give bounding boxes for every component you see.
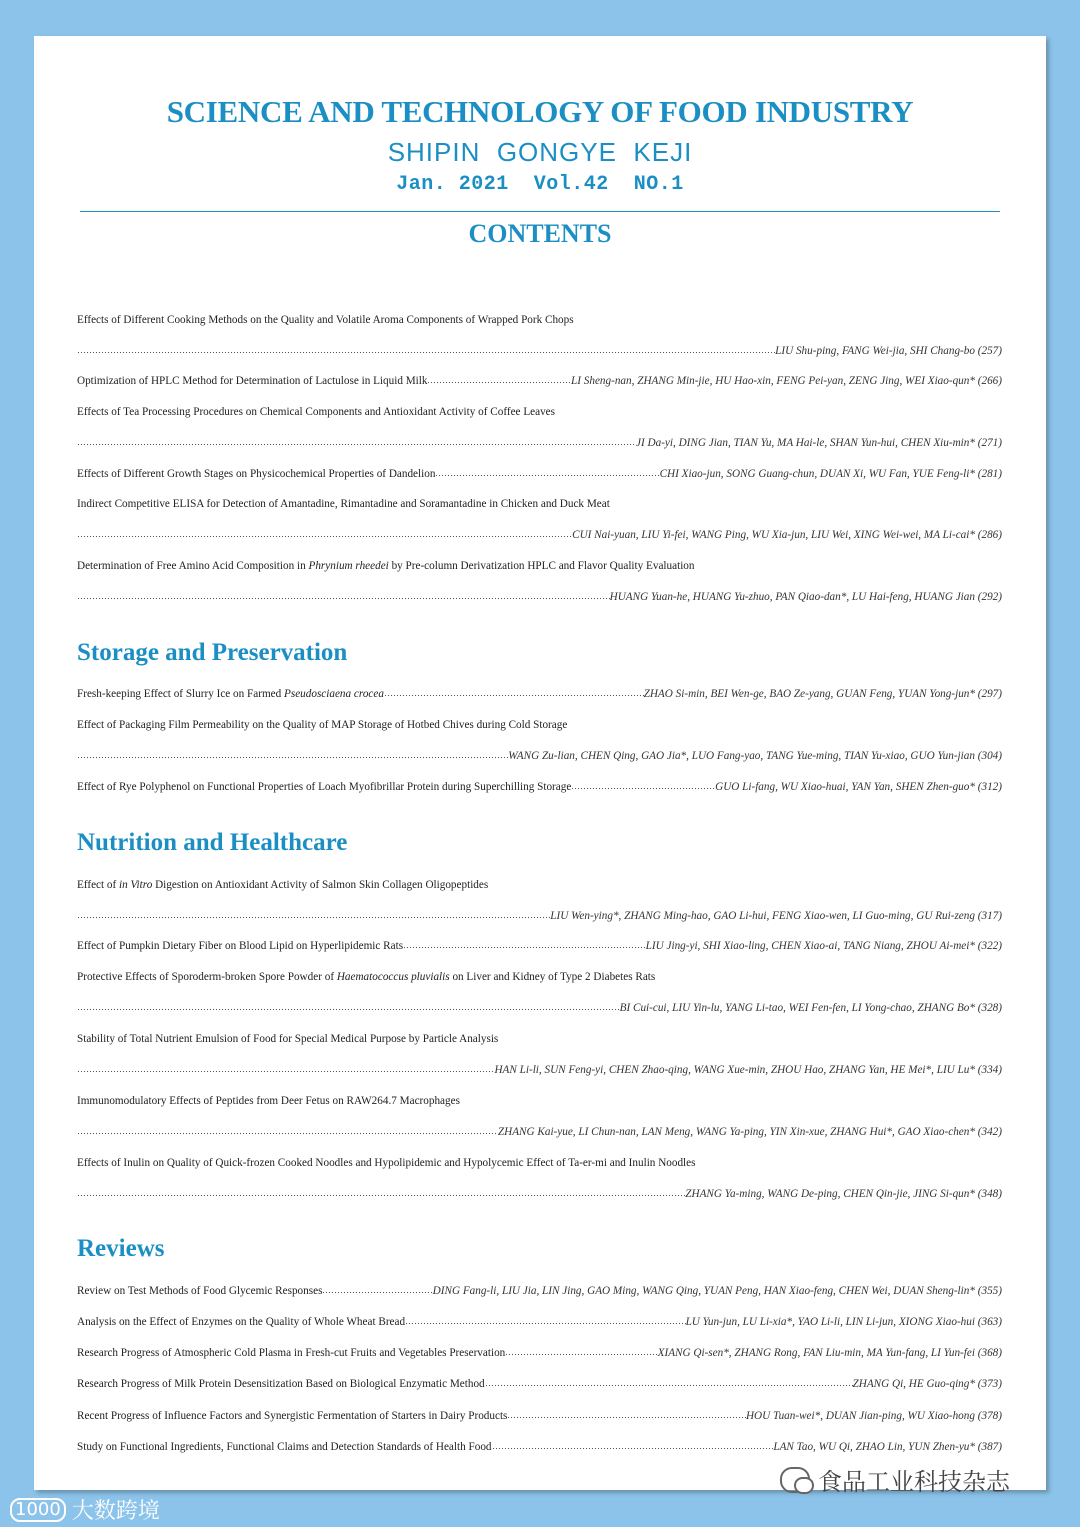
entry-title: Effects of Tea Processing Procedures on Chemical Components and Antioxidant Activity of Coffee Leaves [77, 406, 555, 418]
toc-entry[interactable] [77, 1156, 1002, 1201]
dot-leader [507, 1409, 746, 1419]
dot-leader [485, 1377, 853, 1387]
section-heading-reviews: Reviews [77, 1235, 165, 1262]
dot-leader [77, 749, 508, 759]
toc-entry[interactable] [77, 1346, 1002, 1360]
toc-entry[interactable] [77, 1440, 1002, 1454]
dot-leader [77, 909, 550, 919]
entry-authors: CHI Xiao-jun, SONG Guang-chun, DUAN Xi, WU Fan, YUE Feng-li* (281) [659, 468, 1002, 480]
wechat-watermark [780, 1462, 1010, 1497]
entry-title: Stability of Total Nutrient Emulsion of Food for Special Medical Purpose by Particle Analysis [77, 1033, 499, 1045]
dot-leader [77, 590, 610, 600]
dot-leader [322, 1284, 432, 1294]
toc-entry[interactable] [77, 878, 1002, 923]
toc-entry[interactable] [77, 970, 1002, 1015]
entry-authors: ZHANG Kai-yue, LI Chun-nan, LAN Meng, WANG Ya-ping, YIN Xin-xue, ZHANG Hui*, GAO Xiao-chen* (342) [497, 1126, 1002, 1138]
entry-authors: JI Da-yi, DING Jian, TIAN Yu, MA Hai-le, SHAN Yun-hui, CHEN Xiu-min* (271) [636, 437, 1002, 449]
entry-title: Research Progress of Milk Protein Desensitization Based on Biological Enzymatic Method [77, 1378, 485, 1390]
entry-title: Analysis on the Effect of Enzymes on the Quality of Whole Wheat Bread [77, 1316, 406, 1328]
toc-entry[interactable] [77, 1032, 1002, 1077]
toc-entry[interactable] [77, 718, 1002, 763]
contents-heading: CONTENTS [468, 219, 612, 248]
entry-authors: LU Yun-jun, LU Li-xia*, YAO Li-li, LIN Li-jun, XIONG Xiao-hui (363) [685, 1316, 1002, 1328]
entry-title: Review on Test Methods of Food Glycemic Responses [77, 1285, 323, 1297]
entry-title: Effects of Inulin on Quality of Quick-frozen Cooked Noodles and Hypolipidemic and Hypolycemic Effect of Ta-er-mi and Inulin Noodles [77, 1157, 696, 1169]
brand-watermark [10, 1494, 160, 1525]
journal-title: SCIENCE AND TECHNOLOGY OF FOOD INDUSTRY [166, 94, 914, 129]
dot-leader [77, 436, 636, 446]
toc-entry[interactable] [77, 313, 1002, 358]
section-heading-nutrition: Nutrition and Healthcare [77, 829, 348, 856]
entry-authors: LI Sheng-nan, ZHANG Min-jie, HU Hao-xin, FENG Pei-yan, ZENG Jing, WEI Xiao-qun* (266) [571, 375, 1002, 387]
journal-pinyin-title: SHIPIN GONGYE KEJI [387, 137, 693, 167]
toc-entry[interactable] [77, 497, 1002, 542]
toc-entry[interactable] [77, 559, 1002, 604]
entry-title: Effects of Different Cooking Methods on the Quality and Volatile Aroma Components of Wrapped Pork Chops [77, 314, 574, 326]
entry-title: Protective Effects of Sporoderm-broken Spore Powder of Haematococcus pluvialis on Liver and Kidney of Type 2 Diabetes Rats [77, 971, 656, 983]
entry-authors: LIU Shu-ping, FANG Wei-jia, SHI Chang-bo (257) [775, 345, 1002, 357]
toc-entry[interactable] [77, 780, 1002, 794]
entry-authors: BI Cui-cui, LIU Yin-lu, YANG Li-tao, WEI Fen-fen, LI Yong-chao, ZHANG Bo* (328) [619, 1002, 1002, 1014]
dot-leader [77, 1125, 498, 1135]
entry-authors: CUI Nai-yuan, LIU Yi-fei, WANG Ping, WU Xia-jun, LIU Wei, XING Wei-wei, MA Li-cai* (286) [572, 529, 1002, 541]
entry-title: Effect of Pumpkin Dietary Fiber on Blood Lipid on Hyperlipidemic Rats [77, 940, 404, 952]
entry-authors: XIANG Qi-sen*, ZHANG Rong, FAN Liu-min, MA Yun-fang, LI Yun-fei (368) [657, 1347, 1002, 1359]
dot-leader [405, 1315, 685, 1325]
section-heading-storage: Storage and Preservation [77, 639, 348, 666]
entry-title: Recent Progress of Influence Factors and Synergistic Fermentation of Starters in Dairy Products [77, 1410, 508, 1422]
toc-entry[interactable] [77, 467, 1002, 481]
dot-leader [77, 344, 775, 354]
brand-logo-icon: 1000 [10, 1498, 66, 1522]
entry-title: Immunomodulatory Effects of Peptides from Deer Fetus on RAW264.7 Macrophages [77, 1095, 460, 1107]
dot-leader [427, 374, 571, 384]
issue-info: Jan. 2021 Vol.42 NO.1 [396, 173, 684, 196]
dot-leader [403, 939, 646, 949]
dot-leader [435, 467, 659, 477]
entry-title: Effect of Packaging Film Permeability on the Quality of MAP Storage of Hotbed Chives during Cold Storage [77, 719, 568, 731]
entry-authors: ZHANG Qi, HE Guo-qing* (373) [852, 1378, 1002, 1390]
entry-authors: ZHANG Ya-ming, WANG De-ping, CHEN Qin-jie, JING Si-qun* (348) [685, 1188, 1002, 1200]
entry-authors: LIU Jing-yi, SHI Xiao-ling, CHEN Xiao-ai, TANG Niang, ZHOU Ai-mei* (322) [645, 940, 1002, 952]
watermark-text-left: 大数跨境 [71, 1499, 160, 1524]
entry-title: Indirect Competitive ELISA for Detection of Amantadine, Rimantadine and Soramantadine in Chicken and Duck Meat [77, 498, 610, 510]
toc-entry[interactable] [77, 939, 1002, 953]
watermark-text-right: 食品工业科技杂志 [818, 1468, 1010, 1496]
entry-authors: LAN Tao, WU Qi, ZHAO Lin, YUN Zhen-yu* (387) [773, 1441, 1002, 1453]
entry-authors: ZHAO Si-min, BEI Wen-ge, BAO Ze-yang, GUAN Feng, YUAN Yong-jun* (297) [643, 688, 1002, 700]
entry-authors: HAN Li-li, SUN Feng-yi, CHEN Zhao-qing, WANG Xue-min, ZHOU Hao, ZHANG Yan, HE Mei*, LIU Lu* (334) [494, 1064, 1002, 1076]
dot-leader [77, 1001, 620, 1011]
dot-leader [77, 528, 572, 538]
toc-entry[interactable] [77, 374, 1002, 388]
entry-authors: WANG Zu-lian, CHEN Qing, GAO Jia*, LUO Fang-yao, TANG Yue-ming, TIAN Yu-xiao, GUO Yun-jian (304) [508, 750, 1002, 762]
toc-entry[interactable] [77, 1094, 1002, 1139]
toc-entry[interactable] [77, 405, 1002, 450]
toc-entry[interactable] [77, 1315, 1002, 1329]
entry-title: Research Progress of Atmospheric Cold Plasma in Fresh-cut Fruits and Vegetables Preservation [77, 1347, 506, 1359]
toc-entry[interactable] [77, 1409, 1002, 1423]
toc-entry[interactable] [77, 1377, 1002, 1391]
entry-authors: HOU Tuan-wei*, DUAN Jian-ping, WU Xiao-hong (378) [745, 1410, 1002, 1422]
entry-title: Effects of Different Growth Stages on Physicochemical Properties of Dandelion [77, 468, 436, 480]
wechat-icon [780, 1467, 810, 1493]
entry-title: Determination of Free Amino Acid Composition in Phrynium rheedei by Pre-column Derivatization HPLC and Flavor Quality Evaluation [77, 560, 695, 572]
entry-authors: LIU Wen-ying*, ZHANG Ming-hao, GAO Li-hui, FENG Xiao-wen, LI Guo-ming, GU Rui-zeng (317) [550, 910, 1002, 922]
dot-leader [505, 1346, 657, 1356]
header-divider [80, 211, 1000, 212]
entry-title: Study on Functional Ingredients, Functional Claims and Detection Standards of Health Food [77, 1441, 492, 1453]
contents-page [34, 36, 1046, 1490]
dot-leader [77, 1063, 494, 1073]
dot-leader [77, 1187, 685, 1197]
dot-leader [571, 780, 715, 790]
toc-entry[interactable] [77, 1284, 1002, 1298]
dot-leader [384, 687, 644, 697]
entry-authors: GUO Li-fang, WU Xiao-huai, YAN Yan, SHEN Zhen-guo* (312) [715, 781, 1002, 793]
toc-entry[interactable] [77, 687, 1002, 701]
entry-authors: HUANG Yuan-he, HUANG Yu-zhuo, PAN Qiao-dan*, LU Hai-feng, HUANG Jian (292) [609, 591, 1002, 603]
entry-title: Optimization of HPLC Method for Determination of Lactulose in Liquid Milk [77, 375, 428, 387]
entry-title: Fresh-keeping Effect of Slurry Ice on Farmed Pseudosciaena crocea [77, 688, 384, 700]
entry-title: Effect of in Vitro Digestion on Antioxidant Activity of Salmon Skin Collagen Oligopeptides [77, 879, 489, 891]
entry-title: Effect of Rye Polyphenol on Functional Properties of Loach Myofibrillar Protein during Superchilling Storage [77, 781, 572, 793]
entry-authors: DING Fang-li, LIU Jia, LIN Jing, GAO Ming, WANG Qing, YUAN Peng, HAN Xiao-feng, CHEN Wei, DUAN Sheng-lin* (355) [432, 1285, 1002, 1297]
dot-leader [492, 1440, 774, 1450]
